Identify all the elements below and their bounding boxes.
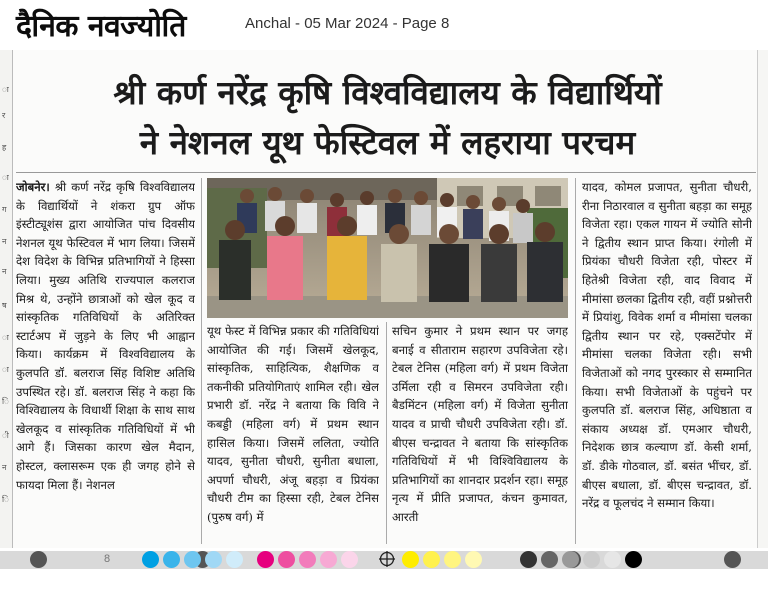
group-photo-image [207, 178, 568, 318]
column-1-text: श्री कर्ण नरेंद्र कृषि विश्वविद्यालय के विद्यार्थियों ने शंकरा ग्रुप ऑफ इंस्टीट्यूशंस द्वारा आयोजित पांच दिवसीय नेशनल यूथ फेस्टिवल में भाग लिया। जिसमें देश विदेश के विभिन्न प्रतिभागियों ने हिस्सा लिया। मुख्य अतिथि राज्यपाल कलराज मिश्र थे, उन्होंने छात्राओं को खेल कूद व सांस्कृतिक गतिविधियों के अतिरिक्त स्टार्टअप में जुड़ने के लिए भी आह्वान किया। कार्यक्रम में विश्वविद्यालय के कुलपति डॉ. बलराज सिंह विशिष्ट अतिथि उपस्थित रहे। डॉ. बलराज सिंह ने कहा कि विश्विद्यालय के विधार्थी शिक्षा के साथ साथ खेलकूद व सांस्कृतिक गतिविधियों में भी आगे हैं। जिसका कारण खेल मैदान, होस्टल, क्लासरूम एक ही जगह होने से फायदा मिला हैं। नेशनल [16, 180, 195, 492]
column-divider [201, 178, 202, 544]
color-swatch [423, 551, 440, 568]
column-4-text: यादव, कोमल प्रजापत, सुनीता चौधरी, रीना निठारवाल व सुनीता बहड़ा का समूह विजेता रहा। एकल गायन में ज्योति सोनी ने द्वितीय स्थान प्राप्त किया। रंगोली में प्रियंका चौधरी विजेता रही, पोस्टर में हितेश्री विजेता रही, वाद विवाद में मीमांसा छलका द्वितीय रही, वहीं प्रश्नोत्तरी में प्रियांशु, विवेक शर्मा व मीमांसा चलका द्वितीय स्थान पर रहे, एक्सटेंपोर में मीमांसा चलका विजेता रही। सभी विजेताओं को नगद पुरस्कार से सम्मानित किया। सभी विजेताओं के पहुंचने पर कुलपति डॉ. बलराज सिंह, अधिष्ठाता व संकाय अध्यक्ष डॉ. एमआर चौधरी, निदेशक छात्र कल्याण डॉ. केसी शर्मा, डॉ. डीके गोठवाल, डॉ. बसंत भींचर, डॉ. बीएस बधाला, डॉ. बीएस चन्द्रावत, डॉ. नरेंद्र व फूलचंद ने सम्मान किया। [582, 180, 752, 511]
headline-line-1: श्री कर्ण नरेंद्र कृषि विश्वविद्यालय के विद्यार्थियों [113, 73, 662, 112]
color-swatch [465, 551, 482, 568]
registration-mark-icon [379, 551, 395, 567]
color-swatch [402, 551, 419, 568]
dateline: जोबनेर। [16, 180, 50, 194]
edition-info: Anchal - 05 Mar 2024 - Page 8 [245, 15, 450, 32]
masthead [0, 0, 768, 50]
column-3-text: सचिन कुमार ने प्रथम स्थान पर जगह बनाई व सीताराम सहारण उपविजेता रहे। टेबल टेनिस (महिला वर्ग) में प्रथम विजेता उर्मिला रही व सिमरन उपविजेता रही। बैडमिंटन (महिला वर्ग) में विजेता सुनीता यादव व प्राची चौधरी उपविजेता रही। डॉ. बीएस चन्द्रावत ने बताया कि सांस्कृतिक गतिविधियों में भी विश्विविद्यालय के प्रतिभागियों का शानदार प्रदर्शन रहा। समूह नृत्य में प्रीति प्रजापत, कंचन कुमावत, आरती [392, 324, 568, 524]
color-swatch [299, 551, 316, 568]
color-swatch [604, 551, 621, 568]
newspaper-logo: दैनिक नवज्योति [16, 9, 186, 44]
color-swatch [541, 551, 558, 568]
color-swatch [320, 551, 337, 568]
right-page-edge [757, 50, 768, 548]
color-swatch [226, 551, 243, 568]
headline-line-2: ने नेशनल यूथ फेस्टिवल में लहराया परचम [139, 123, 636, 162]
headline-rule [16, 172, 756, 173]
column-2-text: यूथ फेस्ट में विभिन्न प्रकार की गतिविधियां आयोजित की गई। जिसमें खेलकूद, सांस्कृतिक, साहित्यिक, शैक्षणिक व तकनीकी प्रतियोगिताएं शामिल रही। खेल प्रभारी डॉ. नरेंद्र ने बताया कि विवि ने कबड्डी (महिला वर्ग) में प्रथम स्थान हासिल किया। जिसमें ललिता, ज्योति यादव, सुनीता चौधरी, सुनीता बधाला, अपर्णा चौधरी, अंजू बहड़ा व प्रियंका चौधरी टीम का हिस्सा रही, टेबल टेनिस (पुरुष वर्ग) में [207, 324, 379, 524]
left-page-edge: ा र ह ा ग न न ष ा ा ि ी न ि [0, 50, 13, 548]
color-swatch [520, 551, 537, 568]
article-column-3 [392, 322, 568, 544]
color-swatch [562, 551, 579, 568]
color-swatch [278, 551, 295, 568]
registration-dot [724, 551, 741, 568]
column-divider [575, 178, 576, 544]
color-swatch [184, 551, 201, 568]
color-swatch [341, 551, 358, 568]
registration-dot [30, 551, 47, 568]
color-swatch [625, 551, 642, 568]
article-headline [20, 68, 755, 168]
color-swatch [583, 551, 600, 568]
article-column-1 [16, 178, 195, 544]
group-photo [207, 178, 568, 318]
color-swatch [257, 551, 274, 568]
color-swatch [142, 551, 159, 568]
page-number: 8 [104, 553, 111, 565]
color-swatch [444, 551, 461, 568]
column-divider [386, 322, 387, 544]
color-swatch [205, 551, 222, 568]
article-column-4 [582, 178, 752, 544]
color-swatch [163, 551, 180, 568]
article-column-2 [207, 322, 379, 544]
